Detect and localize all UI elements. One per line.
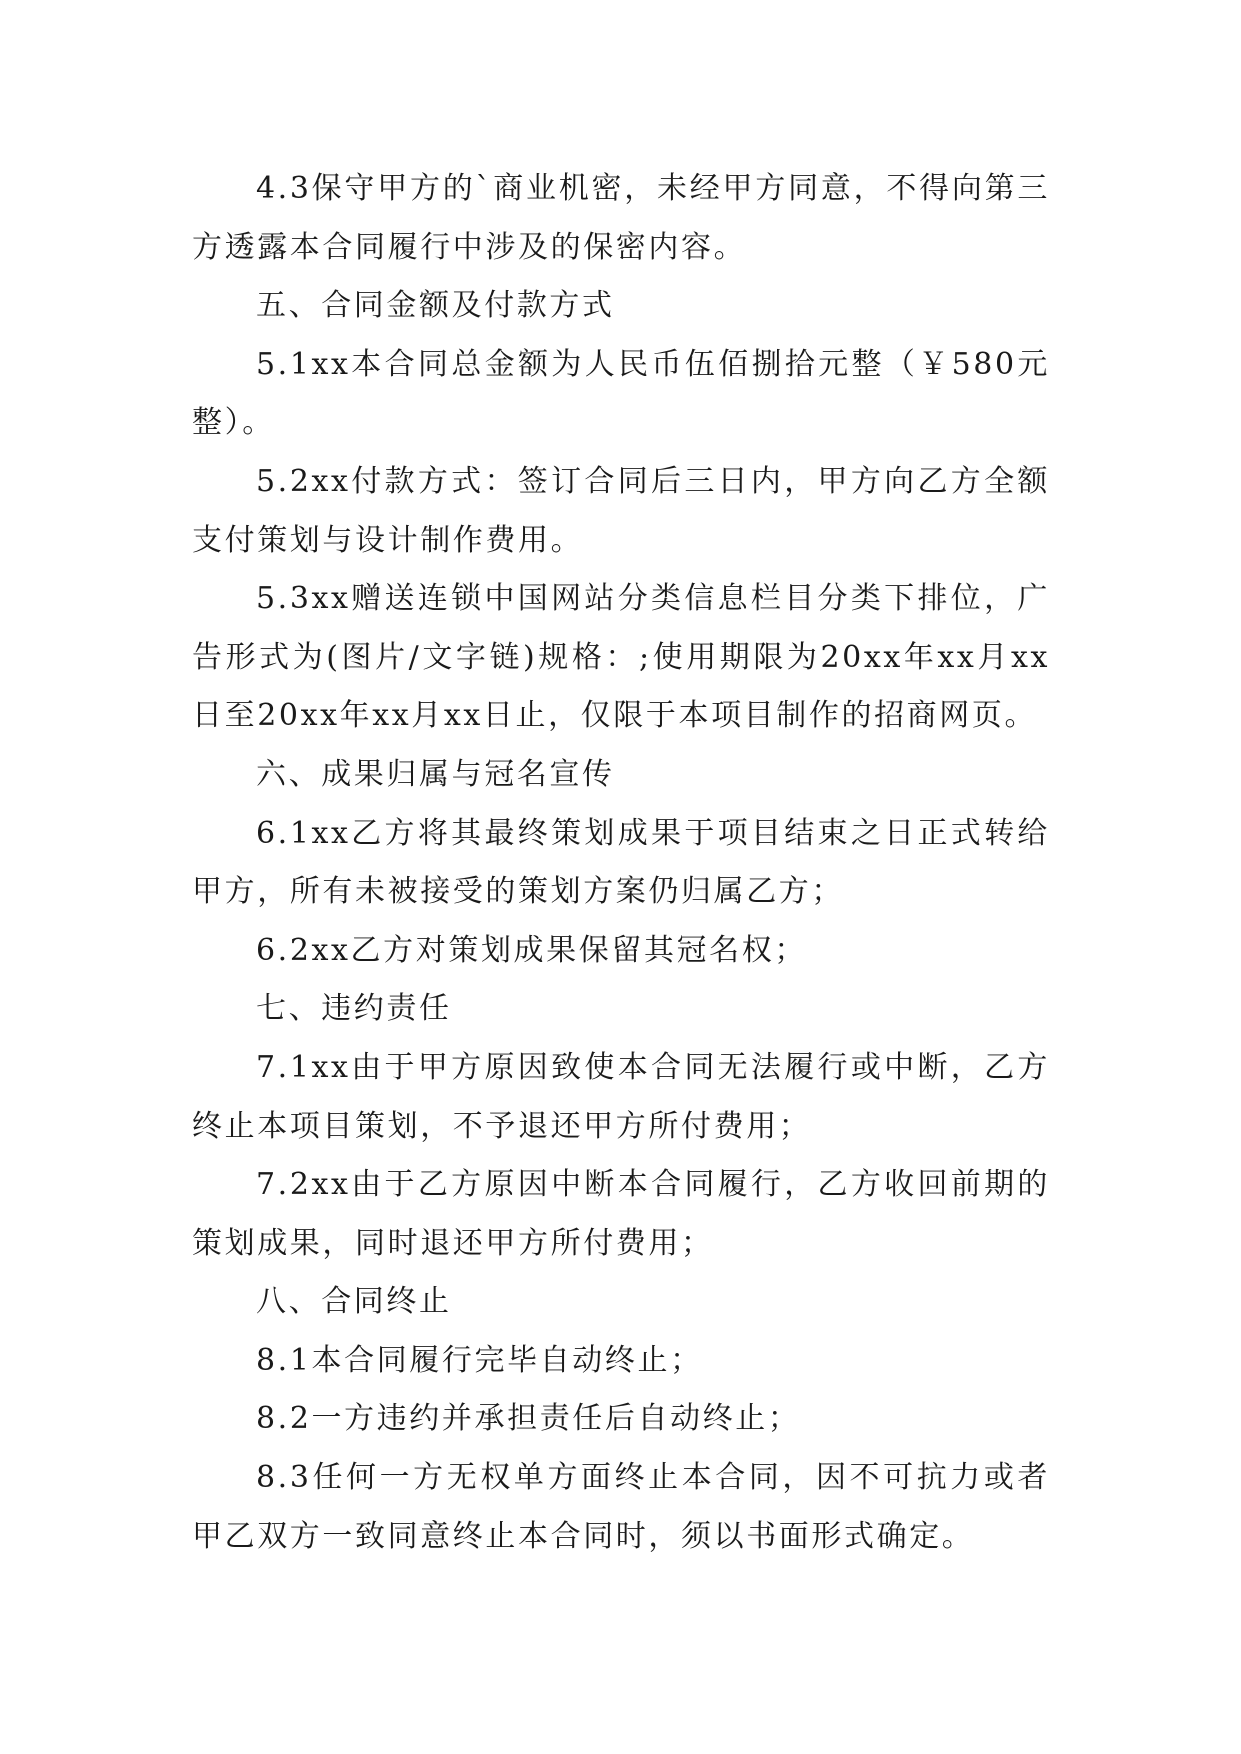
paragraph-party-a-breach: 7.1xx由于甲方原因致使本合同无法履行或中断，乙方终止本项目策划，不予退还甲方所付费用； xyxy=(192,1049,1050,1144)
heading-section-five: 五、合同金额及付款方式 xyxy=(256,288,615,324)
paragraph-termination-written: 8.3任何一方无权单方面终止本合同，因不可抗力或者甲乙双方一致同意终止本合同时，须以书面形式确定。 xyxy=(192,1460,1050,1554)
paragraph-ownership-transfer: 6.1xx乙方将其最终策划成果于项目结束之日正式转给甲方，所有未被接受的策划方案仍归属乙方； xyxy=(192,815,1050,910)
heading-section-six: 六、成果归属与冠名宣传 xyxy=(256,756,615,792)
paragraph-termination-breach: 8.2一方违约并承担责任后自动终止； xyxy=(256,1401,801,1437)
paragraph-naming-rights: 6.2xx乙方对策划成果保留其冠名权； xyxy=(256,932,807,968)
paragraph-ad-placement: 5.3xx赠送连锁中国网站分类信息栏目分类下排位，广告形式为(图片/文字链)规格：;使用期限为20xx年xx月xx日至20xx年xx月xx日止，仅限于本项目制作的招商网页。 xyxy=(192,581,1050,734)
heading-section-seven: 七、违约责任 xyxy=(256,991,452,1027)
paragraph-party-b-breach: 7.2xx由于乙方原因中断本合同履行，乙方收回前期的策划成果，同时退还甲方所付费用； xyxy=(192,1167,1050,1261)
paragraph-total-amount: 5.1xx本合同总金额为人民币伍佰捌拾元整（￥580元整）。 xyxy=(192,346,1050,441)
heading-section-eight: 八、合同终止 xyxy=(256,1284,452,1320)
paragraph-payment-method: 5.2xx付款方式：签订合同后三日内，甲方向乙方全额支付策划与设计制作费用。 xyxy=(192,463,1050,558)
paragraph-termination-complete: 8.1本合同履行完毕自动终止； xyxy=(256,1342,703,1378)
document-body xyxy=(192,160,1050,1566)
paragraph-confidentiality: 4.3保守甲方的`商业机密，未经甲方同意，不得向第三方透露本合同履行中涉及的保密内容。 xyxy=(192,171,1050,265)
